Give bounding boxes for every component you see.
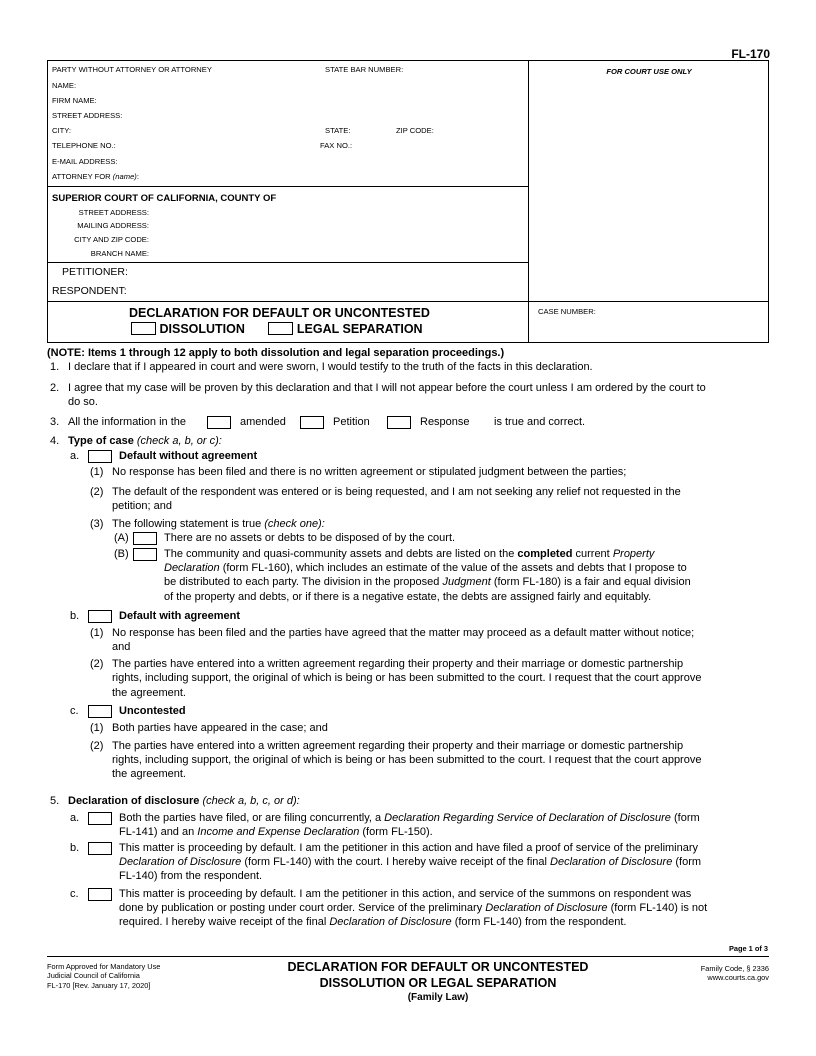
rule-attorney — [47, 186, 528, 187]
petition-checkbox[interactable] — [300, 416, 324, 429]
c1-num: (1) — [90, 722, 104, 734]
default-with-agreement-checkbox[interactable] — [88, 610, 112, 623]
a3-num: (3) — [90, 518, 104, 530]
attorney-for-label: ATTORNEY FOR (name): — [52, 172, 139, 181]
form-id: FL-170 — [731, 47, 770, 61]
response-checkbox[interactable] — [387, 416, 411, 429]
uncontested-checkbox[interactable] — [88, 705, 112, 718]
item2-line1: I agree that my case will be proven by this declaration and that I will not appear before the court unless I am ordered by the court to — [68, 382, 706, 394]
street-label: STREET ADDRESS: — [52, 111, 123, 120]
item4-num: 4. — [50, 435, 60, 447]
item4-heading: Type of case (check a, b, or c): — [68, 435, 222, 447]
no-assets-checkbox[interactable] — [133, 532, 157, 545]
item1-num: 1. — [50, 361, 60, 373]
d5c-line1: This matter is proceeding by default. I am the petitioner in this action, and service of the summons on respondent was — [119, 888, 692, 900]
b1-num: (1) — [90, 627, 104, 639]
court-branch-label: BRANCH NAME: — [90, 249, 149, 258]
c2-line3: the agreement. — [112, 768, 186, 780]
item5-heading: Declaration of disclosure (check a, b, c, or d): — [68, 795, 300, 807]
court-mailing-label: MAILING ADDRESS: — [77, 221, 149, 230]
item2-num: 2. — [50, 382, 60, 394]
respondent-label: RESPONDENT: — [52, 285, 127, 297]
court-title: SUPERIOR COURT OF CALIFORNIA, COUNTY OF — [52, 193, 277, 204]
aA-text: There are no assets or debts to be disposed of by the court. — [164, 532, 456, 544]
a-letter: a. — [70, 450, 80, 462]
footer-rule — [47, 956, 769, 957]
d5b-line2: Declaration of Disclosure (form FL-140) with the court. I hereby waive receipt of the final Declaration of Disclosure (form — [119, 856, 702, 868]
d5a-line2: FL-141) and an Income and Expense Declaration (form FL-150). — [119, 826, 433, 838]
legal-separation-checkbox[interactable] — [268, 322, 293, 335]
aB-line4: of the property and debts, or if there is a negative estate, the debts are assigned fairly and equitably. — [164, 591, 652, 603]
default-without-agreement-checkbox[interactable] — [88, 450, 112, 463]
disclosure-filed-checkbox[interactable] — [88, 812, 112, 825]
a3-text: The following statement is true (check one): — [112, 518, 325, 530]
c2-line1: The parties have entered into a written agreement regarding their property and their marriage or domestic partnership — [112, 740, 684, 752]
petitioner-label: PETITIONER: — [62, 266, 128, 278]
court-city-label: CITY AND ZIP CODE: — [74, 235, 149, 244]
footer-left-1: Form Approved for Mandatory Use — [47, 962, 161, 971]
aB-line3: be distributed to each party. The division in the proposed Judgment (form FL-180) is a fair and equal division — [164, 576, 691, 588]
b1-line2: and — [112, 641, 131, 653]
assets-listed-checkbox[interactable] — [133, 548, 157, 561]
aB-line2: Declaration (form FL-160), which includes an estimate of the value of the assets and debts that I propose to — [164, 562, 687, 574]
dissolution-label: DISSOLUTION — [159, 322, 245, 336]
amended-label: amended — [240, 416, 286, 428]
aB-line1: The community and quasi-community assets and debts are listed on the completed current Property — [164, 548, 655, 560]
fax-label: FAX NO.: — [320, 141, 353, 150]
a2-num: (2) — [90, 486, 104, 498]
b1-line1: No response has been filed and the parties have agreed that the matter may proceed as a default matter without notice; — [112, 627, 695, 639]
footer-title-1: DECLARATION FOR DEFAULT OR UNCONTESTED — [287, 960, 589, 974]
state-label: STATE: — [325, 126, 351, 135]
a1-text: No response has been filed and there is no written agreement or stipulated judgment between the parties; — [112, 466, 627, 478]
legal-separation-label: LEGAL SEPARATION — [296, 322, 423, 336]
footer-left-3: FL-170 [Rev. January 17, 2020] — [47, 981, 151, 990]
d5c-letter: c. — [70, 888, 79, 900]
default-proof-of-service-checkbox[interactable] — [88, 842, 112, 855]
c2-num: (2) — [90, 740, 104, 752]
party-label: PARTY WITHOUT ATTORNEY OR ATTORNEY — [52, 65, 212, 74]
c-title: Uncontested — [119, 705, 186, 717]
footer-title-2: DISSOLUTION OR LEGAL SEPARATION — [319, 976, 557, 990]
page-number: Page 1 of 3 — [728, 944, 768, 953]
b2-line1: The parties have entered into a written agreement regarding their property and their marriage or domestic partnership — [112, 658, 684, 670]
amended-checkbox[interactable] — [207, 416, 231, 429]
a2-line1: The default of the respondent was entered or is being requested, and I am not seeking any relief not requested in the — [112, 486, 681, 498]
d5c-line2: done by publication or posting under court order. Service of the preliminary Declaration of Disclosure (form FL-140) is not — [119, 902, 708, 914]
footer-right-2: www.courts.ca.gov — [707, 973, 769, 982]
footer-title-3: (Family Law) — [407, 992, 469, 1003]
rule-parties — [47, 301, 769, 302]
b2-line2: rights, including support, the original of which is being or has been submitted to the court. I request that the court approve — [112, 672, 702, 684]
d5c-line3: required. I hereby waive receipt of the final Declaration of Disclosure (form FL-140) from the respondent. — [119, 916, 627, 928]
form-title: DECLARATION FOR DEFAULT OR UNCONTESTED — [129, 306, 430, 320]
petition-label: Petition — [333, 416, 370, 428]
case-number-label: CASE NUMBER: — [538, 307, 596, 316]
court-street-label: STREET ADDRESS: — [78, 208, 149, 217]
a-title: Default without agreement — [119, 450, 258, 462]
item3-text: All the information in the — [68, 416, 187, 428]
email-label: E-MAIL ADDRESS: — [52, 157, 118, 166]
item3-num: 3. — [50, 416, 60, 428]
c-letter: c. — [70, 705, 79, 717]
telephone-label: TELEPHONE NO.: — [52, 141, 116, 150]
name-label: NAME: — [52, 81, 77, 90]
a1-num: (1) — [90, 466, 104, 478]
c2-line2: rights, including support, the original of which is being or has been submitted to the court. I request that the court approve — [112, 754, 702, 766]
c1-text: Both parties have appeared in the case; and — [112, 722, 328, 734]
footer-left-2: Judicial Council of California — [47, 971, 140, 980]
b2-num: (2) — [90, 658, 104, 670]
response-label: Response — [420, 416, 470, 428]
item2-line2: do so. — [68, 396, 98, 408]
d5b-line3: FL-140) from the respondent. — [119, 870, 263, 882]
b-letter: b. — [70, 610, 80, 622]
b2-line3: the agreement. — [112, 687, 186, 699]
city-label: CITY: — [52, 126, 71, 135]
b-title: Default with agreement — [119, 610, 241, 622]
d5a-line1: Both the parties have filed, or are filing concurrently, a Declaration Regarding Service of Declaration of Disclosure (form — [119, 812, 700, 824]
title-options — [131, 322, 423, 336]
d5a-letter: a. — [70, 812, 80, 824]
default-publication-checkbox[interactable] — [88, 888, 112, 901]
firm-label: FIRM NAME: — [52, 96, 97, 105]
footer-right-1: Family Code, § 2336 — [700, 964, 769, 973]
court-use-only: FOR COURT USE ONLY — [606, 67, 692, 76]
bar-number-label: STATE BAR NUMBER: — [325, 65, 404, 74]
note: (NOTE: Items 1 through 12 apply to both dissolution and legal separation proceedings.) — [47, 347, 505, 359]
zip-label: ZIP CODE: — [396, 126, 434, 135]
item1-text: I declare that if I appeared in court and were sworn, I would testify to the truth of the facts in this declaration. — [68, 361, 593, 373]
a2-line2: petition; and — [112, 500, 172, 512]
item5-num: 5. — [50, 795, 60, 807]
rule-court — [47, 262, 528, 263]
d5b-line1: This matter is proceeding by default. I am the petitioner in this action and have filed a proof of service of the preliminary — [119, 842, 699, 854]
aA-label: (A) — [114, 532, 129, 544]
d5b-letter: b. — [70, 842, 80, 854]
item3-end: is true and correct. — [494, 416, 586, 428]
aB-label: (B) — [114, 548, 129, 560]
dissolution-checkbox[interactable] — [131, 322, 156, 335]
